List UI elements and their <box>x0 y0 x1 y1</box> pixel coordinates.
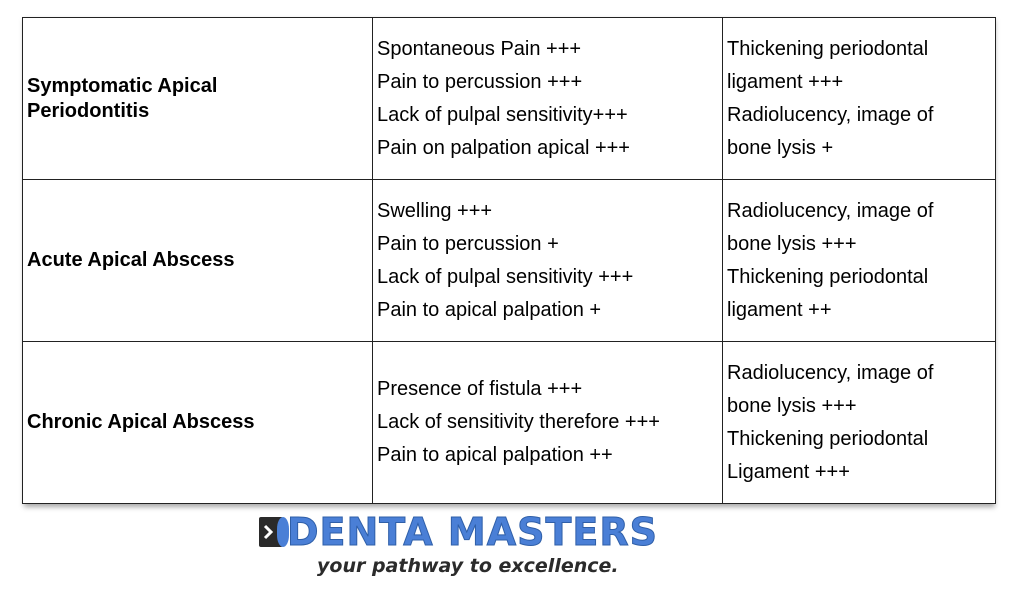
clinical-sign: Lack of pulpal sensitivity +++ <box>377 265 634 288</box>
radiographic-sign: Thickening periodontal <box>727 427 929 450</box>
comparison-table-container <box>22 17 993 504</box>
radiographic-sign: bone lysis +++ <box>727 394 857 417</box>
radiographic-sign: Thickening periodontal <box>727 37 929 60</box>
brand-tagline: your pathway to excellence. <box>317 555 619 577</box>
radiographic-signs-cell <box>723 18 996 180</box>
radiographic-sign: Radiolucency, image of <box>727 103 934 126</box>
clinical-signs-cell <box>373 180 723 342</box>
clinical-sign: Spontaneous Pain +++ <box>377 37 582 60</box>
clinical-sign: Swelling +++ <box>377 199 493 222</box>
condition-name-line: Periodontitis <box>27 99 150 122</box>
clinical-sign: Lack of sensitivity therefore +++ <box>377 411 660 433</box>
tooth-logo-icon <box>259 514 289 550</box>
radiographic-sign: Radiolucency, image of <box>727 199 934 222</box>
clinical-signs-cell <box>373 342 723 504</box>
radiographic-sign: Thickening periodontal <box>727 265 929 288</box>
table-row <box>23 342 996 504</box>
condition-name-line: Symptomatic Apical <box>27 74 218 97</box>
clinical-sign: Pain to percussion + <box>377 232 559 255</box>
clinical-sign: Pain on palpation apical +++ <box>377 136 630 159</box>
condition-cell <box>23 342 373 504</box>
clinical-sign: Pain to percussion +++ <box>377 70 583 93</box>
clinical-signs-cell <box>373 18 723 180</box>
clinical-sign: Presence of fistula +++ <box>377 378 583 400</box>
condition-cell <box>23 18 373 180</box>
radiographic-signs-cell <box>723 342 996 504</box>
apical-conditions-table <box>22 17 996 504</box>
radiographic-signs-cell <box>723 180 996 342</box>
condition-name-line: Acute Apical Abscess <box>27 249 235 271</box>
clinical-sign: Lack of pulpal sensitivity+++ <box>377 103 628 126</box>
radiographic-sign: Radiolucency, image of <box>727 361 934 384</box>
radiographic-sign: bone lysis +++ <box>727 232 857 255</box>
table-row <box>23 180 996 342</box>
table-row <box>23 18 996 180</box>
clinical-sign: Pain to apical palpation ++ <box>377 444 613 466</box>
radiographic-sign: ligament ++ <box>727 298 832 321</box>
radiographic-sign: ligament +++ <box>727 70 844 93</box>
brand-name: DENTA MASTERS <box>287 510 659 554</box>
condition-name-line: Chronic Apical Abscess <box>27 411 255 433</box>
brand-logo <box>259 512 659 552</box>
radiographic-sign: bone lysis + <box>727 136 834 159</box>
radiographic-sign: Ligament +++ <box>727 460 850 483</box>
clinical-sign: Pain to apical palpation + <box>377 298 602 321</box>
condition-cell <box>23 180 373 342</box>
